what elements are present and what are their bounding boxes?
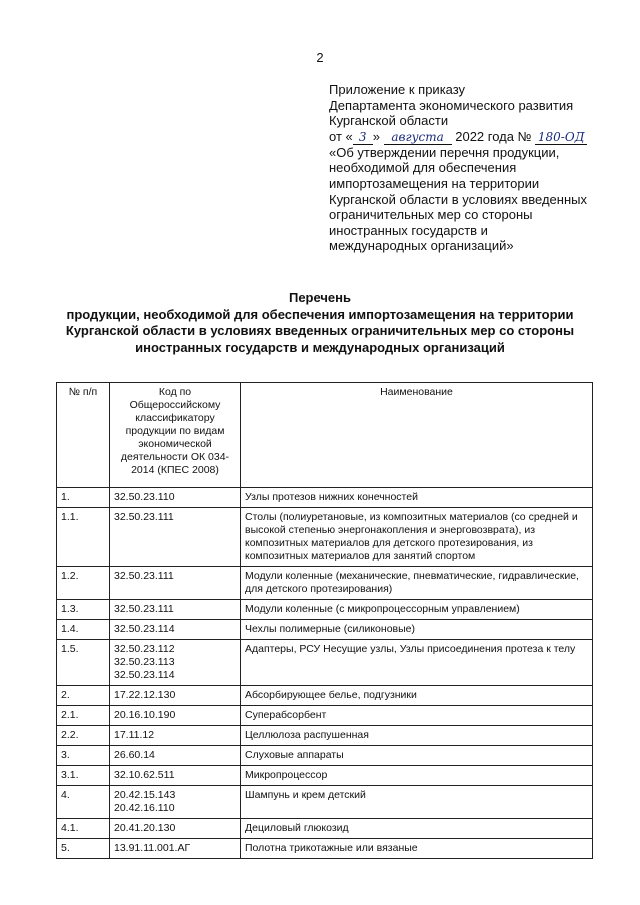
row-codes (110, 508, 241, 567)
okpd-code: 32.50.23.114 (114, 669, 175, 681)
row-codes (110, 819, 241, 839)
row-number: 4.1. (57, 819, 110, 839)
handwritten-order-number: 180-ОД (535, 131, 587, 145)
row-number: 2.2. (57, 726, 110, 746)
row-number: 4. (57, 786, 110, 819)
okpd-code: 26.60.14 (114, 749, 155, 761)
row-codes (110, 640, 241, 686)
appendix-line-3: Курганской области (329, 113, 449, 129)
table-row (57, 839, 593, 859)
row-product-name: Суперабсорбент (241, 706, 593, 726)
okpd-code: 32.50.23.110 (114, 491, 175, 503)
okpd-code: 20.42.16.110 (114, 802, 175, 814)
row-codes (110, 488, 241, 508)
title-line-4: иностранных государств и международных организаций (135, 339, 505, 355)
appendix-line-2: Департамента экономического развития (329, 97, 574, 113)
table-row (57, 746, 593, 766)
table-row (57, 686, 593, 706)
subject-line: «Об утверждении перечня продукции, (329, 144, 560, 160)
row-codes (110, 567, 241, 600)
row-codes (110, 766, 241, 786)
appendix-block (329, 82, 629, 254)
table-row (57, 819, 593, 839)
row-codes (110, 620, 241, 640)
header-code: Код по Общероссийскому классификатору продукции по видам экономической деятельности ОК 034-2014 (КПЕС 2008) (110, 383, 241, 488)
row-product-name: Столы (полиуретановые, из композитных материалов (со средней и высокой степенью энергонакопления и энерговозврата), из композитных материалов для детского протезирования, из композитных материалов для занятий спортом (241, 508, 593, 567)
table-row (57, 600, 593, 620)
subject-line: международных организаций» (329, 238, 514, 254)
row-number: 1. (57, 488, 110, 508)
title-line-3: Курганской области в условиях введенных ограничительных мер со стороны (65, 323, 575, 338)
title-line-2: продукции, необходимой для обеспечения импортозамещения на территории (66, 306, 574, 322)
row-codes (110, 839, 241, 859)
okpd-code: 17.11.12 (114, 729, 155, 741)
row-number: 2.1. (57, 706, 110, 726)
table-row (57, 766, 593, 786)
row-number: 3.1. (57, 766, 110, 786)
row-number: 1.1. (57, 508, 110, 567)
row-product-name: Чехлы полимерные (силиконовые) (241, 620, 593, 640)
page-number: 2 (316, 50, 324, 65)
okpd-code: 20.42.15.143 (114, 789, 176, 801)
row-product-name: Модули коленные (с микропроцессорным управлением) (241, 600, 593, 620)
subject-line: Курганской области в условиях введенных (329, 191, 587, 207)
date-mid: » (372, 128, 380, 144)
row-codes (110, 786, 241, 819)
row-number: 1.5. (57, 640, 110, 686)
table-row (57, 620, 593, 640)
table-row (57, 508, 593, 567)
okpd-code: 32.50.23.111 (114, 603, 174, 615)
row-product-name: Абсорбирующее белье, подгузники (241, 686, 593, 706)
okpd-code: 32.50.23.112 (114, 643, 175, 655)
okpd-code: 32.50.23.111 (114, 511, 174, 523)
handwritten-month: августа (384, 131, 452, 145)
products-table (56, 382, 593, 859)
table-row (57, 786, 593, 819)
row-product-name: Слуховые аппараты (241, 746, 593, 766)
okpd-code: 32.10.62.511 (114, 769, 175, 781)
row-product-name: Полотна трикотажные или вязаные (241, 839, 593, 859)
subject-line: импортозамещения на территории (329, 175, 540, 191)
header-name: Наименование (241, 383, 593, 488)
row-codes (110, 706, 241, 726)
okpd-code: 32.50.23.113 (114, 656, 175, 668)
handwritten-day: 3 (353, 131, 373, 145)
okpd-code: 32.50.23.114 (114, 623, 175, 635)
table-row (57, 706, 593, 726)
row-codes (110, 600, 241, 620)
okpd-code: 13.91.11.001.АГ (114, 842, 191, 854)
row-product-name: Модули коленные (механические, пневматические, гидравлические, для детского протезирования) (241, 567, 593, 600)
header-num: № п/п (57, 383, 110, 488)
row-product-name: Дециловый глюкозид (241, 819, 593, 839)
table-header-row (57, 383, 593, 488)
subject-line: ограничительных мер со стороны (329, 207, 533, 223)
table-row (57, 488, 593, 508)
okpd-code: 32.50.23.111 (114, 570, 174, 582)
title-line-1: Перечень (288, 290, 352, 305)
document-title (40, 290, 600, 356)
row-number: 1.3. (57, 600, 110, 620)
row-codes (110, 726, 241, 746)
row-number: 5. (57, 839, 110, 859)
date-prefix: от « (329, 128, 353, 144)
year-text: 2022 года № (455, 128, 532, 144)
row-product-name: Микропроцессор (241, 766, 593, 786)
table-row (57, 640, 593, 686)
row-codes (110, 746, 241, 766)
subject-line: иностранных государств и (329, 222, 488, 238)
table-row (57, 726, 593, 746)
appendix-date-line (329, 129, 629, 145)
row-number: 1.4. (57, 620, 110, 640)
row-product-name: Адаптеры, РСУ Несущие узлы, Узлы присоединения протеза к телу (241, 640, 593, 686)
okpd-code: 20.16.10.190 (114, 709, 176, 721)
subject-line: необходимой для обеспечения (329, 160, 517, 176)
row-codes (110, 686, 241, 706)
row-product-name: Целлюлоза распушенная (241, 726, 593, 746)
row-number: 2. (57, 686, 110, 706)
appendix-line-1: Приложение к приказу (329, 82, 466, 97)
row-number: 1.2. (57, 567, 110, 600)
table-row (57, 567, 593, 600)
okpd-code: 17.22.12.130 (114, 689, 176, 701)
row-number: 3. (57, 746, 110, 766)
okpd-code: 20.41.20.130 (114, 822, 176, 834)
row-product-name: Узлы протезов нижних конечностей (241, 488, 593, 508)
row-product-name: Шампунь и крем детский (241, 786, 593, 819)
